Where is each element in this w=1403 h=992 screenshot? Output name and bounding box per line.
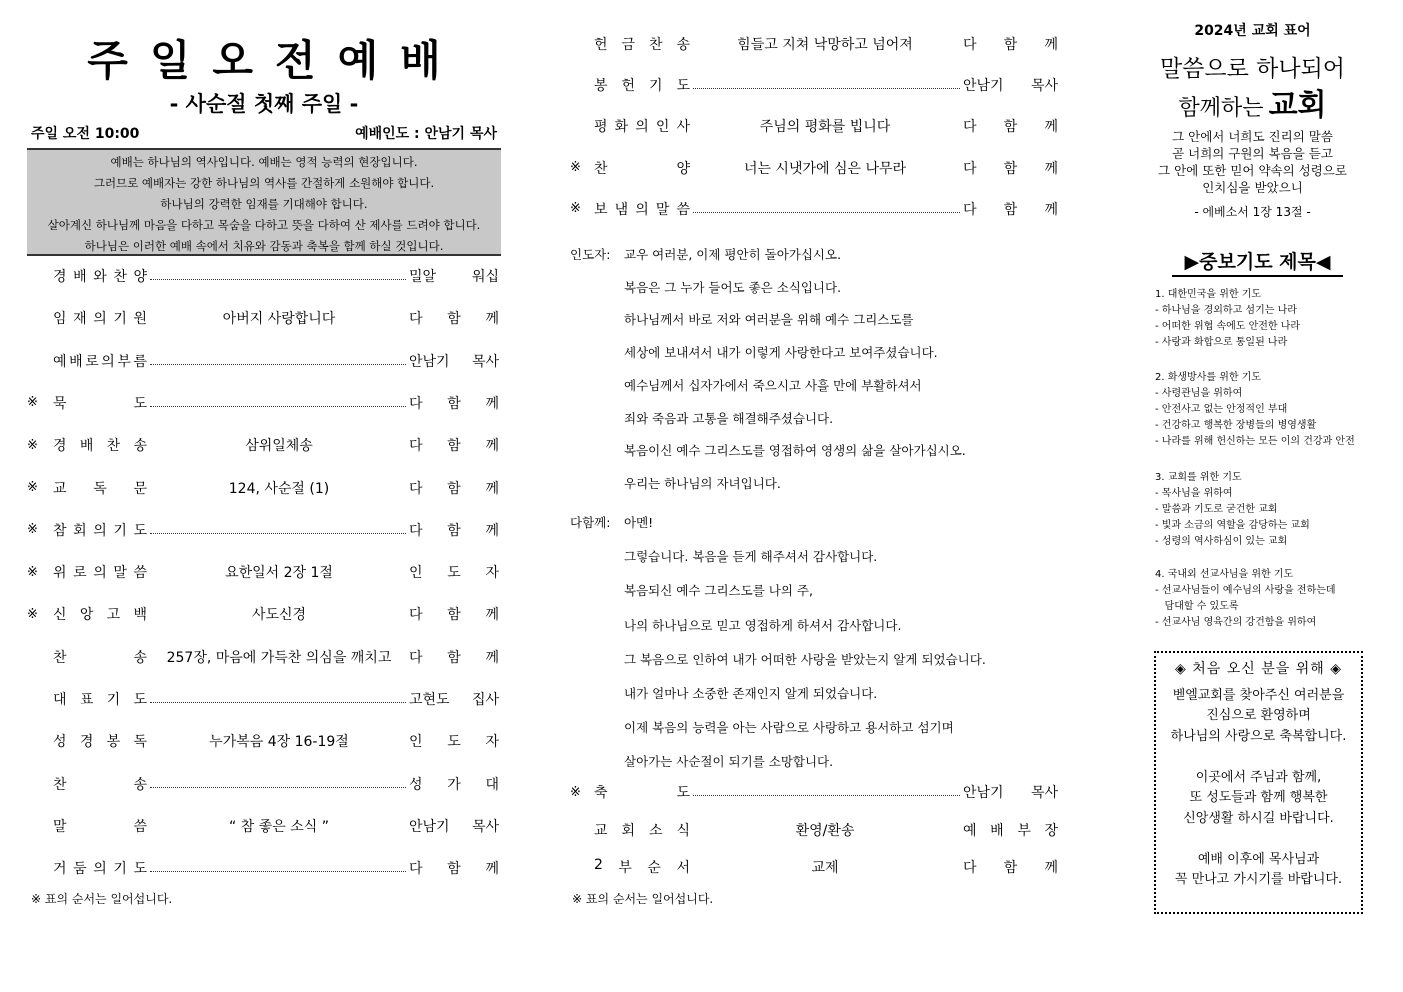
leader-label: 인도자: (570, 247, 611, 262)
order-item-title: 말 씀 (53, 818, 147, 835)
standing-footnote: ※ 표의 순서는 일어섭니다. (31, 892, 173, 906)
order-item-title: 참 회 의 기 도 (53, 522, 147, 539)
order-item (570, 156, 1060, 180)
order-item-title: 경 배 와 찬 양 (53, 269, 147, 285)
standing-mark: ※ (27, 606, 38, 622)
prayer-group (1155, 567, 1365, 631)
welcome-box (1154, 651, 1363, 914)
order-item-content: 사도신경 (251, 607, 307, 624)
order-item (570, 32, 1060, 56)
order-item (570, 780, 1060, 804)
intro-line: 하나님의 강력한 임재를 기대해야 합니다. (160, 197, 368, 211)
order-item-responsible: 다 함 께 (963, 201, 1058, 218)
order-item-content: 교제 (811, 860, 839, 876)
order-item-responsible: 다 함 께 (409, 438, 499, 455)
order-item-content: 124, 사순절 (1) (228, 480, 330, 497)
prayer-item: - 하나님을 경외하고 섬기는 나라 (1155, 305, 1297, 316)
standing-footnote: ※ 표의 순서는 일어섭니다. (572, 892, 714, 906)
order-item (27, 518, 501, 542)
order-item-content: 힘들고 지쳐 낙망하고 넘어져 (737, 37, 913, 53)
responsive-reading-line: 복음은 그 누가 들어도 좋은 소식입니다. (624, 279, 842, 295)
order-item-title: 찬 양 (594, 160, 690, 177)
standing-mark: ※ (570, 201, 581, 217)
order-item-responsible: 안남기 목사 (409, 818, 499, 835)
intro-line: 예배는 하나님의 역사입니다. 예배는 영적 능력의 현장입니다. (110, 155, 418, 169)
responsive-reading-line: 그 복음으로 인하여 내가 어떠한 사랑을 받았는지 알게 되었습니다. (624, 651, 986, 667)
order-item-responsible: 안남기 목사 (409, 353, 499, 370)
responsive-reading-line: 하나님께서 바로 저와 여러분을 위해 예수 그리스도를 (624, 312, 914, 328)
order-item (570, 855, 1060, 879)
service-time: 주일 오전 10:00 (31, 126, 140, 142)
standing-mark: ※ (27, 437, 38, 453)
prayer-item: - 선교사님들이 예수님의 사랑을 전하는데 (1155, 585, 1336, 596)
responsive-reading-line: 우리는 하나님의 자녀입니다. (624, 475, 781, 491)
order-item-content: 주님의 평화를 빕니다 (759, 119, 891, 136)
service-info (27, 123, 501, 143)
dotted-leader (693, 795, 960, 796)
order-item-content: 요한일서 2장 1절 (225, 565, 333, 582)
prayer-item: - 선교사님 영육간의 강건함을 위하여 (1155, 617, 1317, 628)
prayer-item: - 말씀과 기도로 굳건한 교회 (1155, 504, 1278, 515)
order-item-responsible: 다 함 께 (409, 311, 499, 328)
order-item-content: 환영/환송 (795, 822, 855, 839)
standing-mark: ※ (570, 160, 581, 176)
intro-line: 그러므로 예배자는 강한 하나님의 역사를 간절하게 소원해야 합니다. (93, 176, 435, 190)
order-item (27, 772, 501, 796)
prayer-item: - 어떠한 위협 속에도 안전한 나라 (1155, 321, 1301, 332)
responsive-reading-line: 내가 얼마나 소중한 존재인지 알게 되었습니다. (624, 686, 878, 701)
service-leader: 예배인도 : 안남기 목사 (355, 126, 497, 142)
order-item-responsible: 인 도 자 (409, 565, 499, 582)
welcome-line: 벧엘교회를 찾아주신 여러분을 (1172, 687, 1345, 703)
order-item-content: 삼위일체송 (245, 438, 313, 455)
order-item-title: 축 도 (594, 785, 690, 801)
motto-label: 2024년 교회 표어 (1194, 23, 1311, 39)
standing-mark: ※ (27, 395, 38, 411)
service-title: 주일오전예배 (87, 36, 463, 85)
verse-line: 그 안에서 너희도 진리의 말씀 (1172, 129, 1333, 144)
prayer-item: - 성령의 역사하심이 있는 교회 (1155, 536, 1288, 547)
order-item (27, 306, 501, 330)
motto-line-2 (1140, 80, 1365, 124)
prayer-item: - 안전사고 없는 안정적인 부대 (1155, 404, 1288, 415)
order-item-title: 찬 송 (53, 649, 147, 666)
order-item-responsible: 다 함 께 (963, 860, 1058, 876)
order-item-responsible: 다 함 께 (409, 649, 499, 666)
prayer-group-heading: 2. 화생방사를 위한 기도 (1155, 372, 1262, 383)
order-item-responsible: 밀알 워십 (409, 269, 499, 285)
prayer-item: - 나라를 위해 헌신하는 모든 이의 건강과 안전 (1155, 436, 1355, 447)
responsive-reading-line: 그렇습니다. 복음을 듣게 해주셔서 감사합니다. (624, 549, 878, 565)
intro-line: 살아계신 하나님께 마음을 다하고 목숨을 다하고 뜻을 다하여 산 제사를 드려야 합니다. (47, 218, 481, 232)
order-item-responsible: 다 함 께 (963, 160, 1058, 177)
order-item-title: 찬 송 (53, 776, 147, 793)
order-item-responsible: 다 함 께 (409, 395, 499, 412)
order-item (27, 476, 501, 500)
welcome-line: 이곳에서 주님과 함께, (1195, 769, 1322, 785)
order-item (27, 391, 501, 415)
standing-mark: ※ (27, 522, 38, 538)
prayer-item: - 사령관님을 위하여 (1155, 388, 1243, 399)
order-item-title: 경 배 찬 송 (53, 438, 147, 455)
order-item (27, 264, 501, 288)
welcome-title: ◈ 처음 오신 분을 위해 ◈ (1175, 661, 1342, 677)
dotted-leader (150, 533, 406, 534)
welcome-line: 꼭 만나고 가시기를 바랍니다. (1174, 872, 1343, 887)
order-item-title: 거 둠 의 기 도 (53, 861, 147, 878)
welcome-line: 예배 이후에 목사님과 (1197, 851, 1320, 867)
prayer-item: - 목사님을 위하여 (1155, 488, 1233, 499)
order-item-title: 위 로 의 말 씀 (53, 565, 147, 582)
order-item (570, 114, 1060, 138)
order-item-title: 2 부 순 서 (594, 857, 690, 876)
dotted-leader (693, 212, 960, 213)
prayer-group-heading: 3. 교회를 위한 기도 (1155, 472, 1242, 483)
order-item-title: 교 회 소 식 (594, 822, 690, 839)
order-item (27, 814, 501, 838)
prayer-group-heading: 4. 국내외 선교사님을 위한 기도 (1155, 569, 1294, 580)
scripture-verse (1140, 128, 1365, 196)
dotted-leader (150, 406, 406, 407)
order-item (27, 433, 501, 457)
responsive-reading-line: 교우 여러분, 이제 평안히 돌아가십시오. (624, 247, 842, 262)
dotted-leader (150, 871, 406, 872)
dotted-leader (150, 364, 406, 365)
standing-mark: ※ (27, 480, 38, 495)
order-item-title: 헌 금 찬 송 (594, 37, 690, 53)
order-item-title: 대 표 기 도 (53, 692, 147, 708)
responsive-reading-line: 살아가는 사순절이 되기를 소망합니다. (624, 754, 834, 770)
dotted-leader (693, 88, 960, 89)
responsive-reading-line: 예수님께서 십자가에서 죽으시고 사흘 만에 부활하셔서 (624, 377, 922, 393)
dotted-leader (150, 279, 406, 280)
intro-line: 하나님은 이러한 예배 속에서 치유와 감동과 축복을 함께 하실 것입니다. (84, 239, 444, 253)
order-item-responsible: 예 배 부 장 (963, 822, 1058, 839)
order-item (27, 729, 501, 753)
prayer-item: - 건강하고 행복한 장병들의 병영생활 (1155, 420, 1317, 431)
order-item-responsible: 다 함 께 (409, 607, 499, 624)
order-item-responsible: 다 함 께 (963, 37, 1058, 53)
order-item-title: 임 재 의 기 원 (53, 311, 147, 328)
worship-intro-box (27, 148, 501, 256)
prayer-title: ▶중보기도 제목◀ (1172, 247, 1343, 277)
welcome-line: 또 성도들과 함께 행복한 (1189, 790, 1328, 805)
verse-line: 인치심을 받았으니 (1202, 180, 1303, 195)
order-item-content: 누가복음 4장 16-19절 (209, 734, 349, 751)
welcome-line (1156, 747, 1361, 768)
responsive-reading-line: 죄와 죽음과 고통을 해결해주셨습니다. (624, 410, 834, 426)
order-item-content: 아버지 사랑합니다 (222, 311, 336, 328)
verse-line: 그 안에 또한 믿어 약속의 성령으로 (1158, 163, 1347, 178)
order-item (27, 645, 501, 669)
order-item-title: 평 화 의 인 사 (594, 119, 690, 136)
welcome-line: 신앙생활 하시길 바랍니다. (1183, 810, 1334, 826)
prayer-group (1155, 470, 1365, 550)
order-item (27, 349, 501, 373)
order-item (27, 560, 501, 584)
responsive-reading-line: 아멘! (624, 515, 654, 530)
verse-line: 곧 너희의 구원의 복음을 듣고 (1172, 146, 1333, 161)
order-item (27, 687, 501, 711)
order-item-title: 신 앙 고 백 (53, 607, 147, 624)
welcome-line (1156, 829, 1361, 850)
responsive-reading-line: 복음이신 예수 그리스도를 영접하여 영생의 삶을 살아가십시오. (624, 443, 966, 459)
order-item-title: 예 배 로 의 부 름 (53, 353, 147, 370)
order-item (27, 602, 501, 626)
standing-mark: ※ (27, 564, 38, 580)
order-item-title: 성 경 봉 독 (53, 734, 147, 751)
prayer-item: - 빛과 소금의 역할을 감당하는 교회 (1155, 520, 1310, 531)
responsive-reading-line: 이제 복음의 능력을 아는 사람으로 사랑하고 용서하고 섬기며 (624, 720, 954, 736)
order-item-title: 교 독 문 (53, 480, 147, 497)
order-item-title: 묵 도 (53, 395, 147, 412)
prayer-item: 담대할 수 있도록 (1155, 601, 1239, 612)
welcome-line: 하나님의 사랑으로 축복합니다. (1170, 728, 1347, 744)
prayer-group-heading: 1. 대한민국을 위한 기도 (1155, 289, 1262, 300)
order-item-content: “ 참 좋은 소식 ” (229, 818, 329, 835)
order-item-responsible: 다 함 께 (409, 522, 499, 539)
order-item-responsible: 다 함 께 (409, 480, 499, 497)
prayer-group (1155, 287, 1365, 351)
motto-emphasis: 교회 (1268, 88, 1327, 123)
responsive-reading-line: 나의 하나님으로 믿고 영접하게 하셔서 감사합니다. (624, 617, 902, 633)
prayer-group (1155, 370, 1365, 450)
dotted-leader (150, 787, 406, 788)
responsive-reading-line: 세상에 보내셔서 내가 이렇게 사랑한다고 보여주셨습니다. (624, 345, 938, 361)
order-item (570, 73, 1060, 97)
dotted-leader (150, 702, 406, 703)
welcome-text (1156, 686, 1361, 891)
responsive-reading-line: 복음되신 예수 그리스도를 나의 주, (624, 583, 813, 599)
motto-word: 함께하는 (1178, 96, 1264, 121)
order-item-responsible: 다 함 께 (409, 861, 499, 878)
order-item-responsible: 고현도 집사 (409, 692, 499, 708)
verse-reference: - 에베소서 1장 13절 - (1194, 205, 1311, 219)
order-item (570, 197, 1060, 221)
order-item-responsible: 안남기 목사 (963, 78, 1058, 95)
motto-line-1: 말씀으로 하나되어 (1159, 56, 1346, 82)
order-item-title: 보 냄 의 말 씀 (594, 201, 690, 218)
order-item-content: 257장, 마음에 가득찬 의심을 깨치고 (166, 649, 392, 666)
order-item-responsible: 안남기 목사 (963, 785, 1058, 801)
service-subtitle: - 사순절 첫째 주일 - (169, 92, 359, 116)
order-item-responsible: 인 도 자 (409, 734, 499, 751)
order-item-title: 봉 헌 기 도 (594, 78, 690, 95)
congregation-label: 다함께: (570, 515, 611, 530)
standing-mark: ※ (570, 784, 581, 800)
order-item (570, 818, 1060, 842)
order-item-responsible: 다 함 께 (963, 119, 1058, 136)
order-item-content: 너는 시냇가에 심은 나무라 (743, 160, 907, 177)
prayer-item: - 사랑과 화합으로 통일된 나라 (1155, 337, 1288, 348)
order-item (27, 856, 501, 880)
welcome-line: 진심으로 환영하며 (1206, 708, 1311, 723)
order-item-responsible: 성 가 대 (409, 776, 499, 793)
